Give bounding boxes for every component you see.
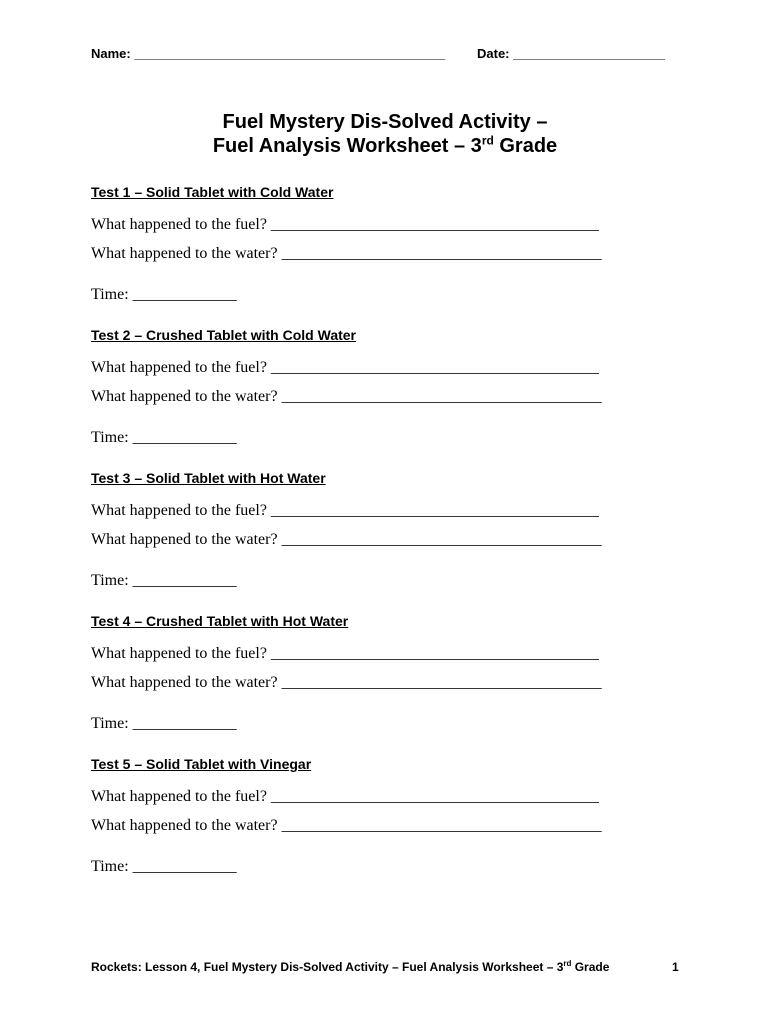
fuel-question[interactable]: What happened to the fuel? _________________________________________ [91, 359, 599, 376]
test-heading: Test 4 – Crushed Tablet with Hot Water [91, 613, 349, 629]
name-field-label[interactable]: Name: ___________________________________________ [91, 46, 446, 61]
footer-text-sup: rd [563, 959, 572, 968]
worksheet-title [0, 110, 770, 158]
time-field[interactable]: Time: _____________ [91, 858, 237, 875]
test-section-5 [91, 754, 691, 877]
title-line-2 [0, 134, 770, 158]
title-line-1: Fuel Mystery Dis-Solved Activity – [222, 111, 548, 133]
page-footer [91, 960, 609, 974]
time-field[interactable]: Time: _____________ [91, 429, 237, 446]
time-field[interactable]: Time: _____________ [91, 286, 237, 303]
test-heading: Test 5 – Solid Tablet with Vinegar [91, 756, 312, 772]
footer-text-prefix: Rockets: Lesson 4, Fuel Mystery Dis-Solved Activity – Fuel Analysis Worksheet – 3 [91, 960, 564, 974]
time-field[interactable]: Time: _____________ [91, 572, 237, 589]
title-line-2-suffix: Grade [493, 135, 558, 157]
test-section-3 [91, 468, 691, 591]
water-question[interactable]: What happened to the water? ________________________________________ [91, 531, 602, 548]
time-field[interactable]: Time: _____________ [91, 715, 237, 732]
water-question[interactable]: What happened to the water? ________________________________________ [91, 388, 602, 405]
title-line-2-prefix: Fuel Analysis Worksheet – 3 [212, 135, 482, 157]
test-section-2 [91, 325, 691, 448]
test-section-4 [91, 611, 691, 734]
title-line-2-sup: rd [481, 133, 494, 148]
fuel-question[interactable]: What happened to the fuel? _________________________________________ [91, 788, 599, 805]
page-number: 1 [672, 960, 679, 974]
test-heading: Test 3 – Solid Tablet with Hot Water [91, 470, 326, 486]
test-section-1 [91, 182, 691, 305]
fuel-question[interactable]: What happened to the fuel? _________________________________________ [91, 216, 599, 233]
water-question[interactable]: What happened to the water? ________________________________________ [91, 245, 602, 262]
water-question[interactable]: What happened to the water? ________________________________________ [91, 674, 602, 691]
test-heading: Test 2 – Crushed Tablet with Cold Water [91, 327, 356, 343]
header-row [91, 46, 665, 61]
date-field-label[interactable]: Date: _____________________ [477, 46, 665, 61]
fuel-question[interactable]: What happened to the fuel? _________________________________________ [91, 502, 599, 519]
water-question[interactable]: What happened to the water? ________________________________________ [91, 817, 602, 834]
fuel-question[interactable]: What happened to the fuel? _________________________________________ [91, 645, 599, 662]
test-heading: Test 1 – Solid Tablet with Cold Water [91, 184, 334, 200]
footer-text-suffix: Grade [571, 960, 610, 974]
